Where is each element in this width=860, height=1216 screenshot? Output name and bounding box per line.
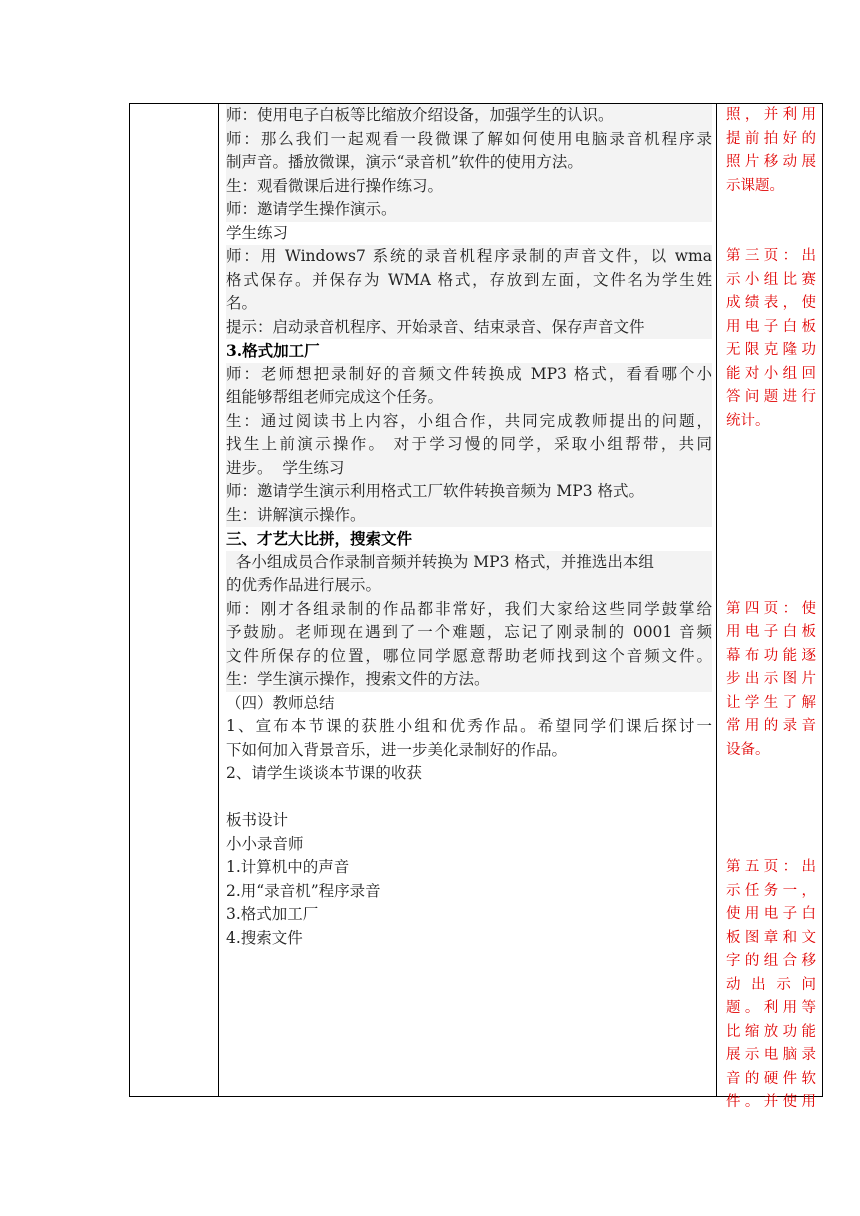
- note-line: 音的硬件软: [726, 1070, 816, 1087]
- main-line: 学生练习: [226, 223, 289, 242]
- note-line: 用电子白板: [726, 624, 816, 640]
- note-line: 字的组合移: [726, 953, 816, 969]
- main-line: 名。: [226, 292, 712, 316]
- note-line: 示课题。: [726, 177, 784, 194]
- note-line: 成绩表，使: [726, 295, 816, 311]
- main-line: 生：讲解演示操作。: [226, 504, 712, 528]
- note-line: 件。并使用: [726, 1094, 816, 1110]
- section-heading: 三、才艺大比拼，搜索文件: [226, 529, 413, 548]
- note-line: 板图章和文: [726, 929, 816, 946]
- note-line: 设备。: [726, 741, 770, 758]
- board-design-line: 小小录音师: [226, 834, 304, 853]
- note-line: 题。利用等: [726, 1000, 816, 1016]
- note-line: [726, 222, 816, 246]
- main-line: 找生上前演示操作。 对于学习慢的同学，采取小组帮带，共同: [226, 433, 712, 457]
- blank-line: [226, 786, 712, 810]
- note-line: [726, 574, 816, 598]
- note-line: [726, 457, 816, 481]
- note-line: 比缩放功能: [726, 1023, 816, 1040]
- note-line: 照片移动展: [726, 154, 816, 170]
- note-line: [726, 551, 816, 575]
- main-line: 进步。 学生练习: [226, 457, 712, 481]
- note-line: 答问题进行: [726, 389, 816, 405]
- note-line: 让学生了解: [726, 694, 816, 711]
- note-line: 无限克隆功: [726, 342, 816, 358]
- board-design-line: 2.用“录音机”程序录音: [226, 881, 381, 900]
- board-design-line: 1.计算机中的声音: [226, 858, 350, 876]
- main-line: 的优秀作品进行展示。: [226, 574, 712, 598]
- main-line: 师：用 Windows7 系统的录音机程序录制的声音文件，以 wma: [226, 245, 712, 269]
- note-line: 第三页：出: [726, 248, 816, 264]
- lesson-plan-table: [129, 103, 823, 1110]
- main-line: 各小组成员合作录制音频并转换为 MP3 格式，并推选出本组: [226, 551, 712, 575]
- whiteboard-notes-column: [726, 104, 816, 1115]
- note-line: 第五页：出: [726, 859, 816, 875]
- main-line: 予鼓励。老师现在遇到了一个难题，忘记了刚录制的 0001 音频: [226, 621, 712, 645]
- main-line: 制声音。播放微课，演示“录音机”软件的使用方法。: [226, 151, 712, 175]
- note-line: 能对小组回: [726, 365, 816, 382]
- note-line: 提前拍好的: [726, 130, 816, 147]
- main-line: 生：观看微课后进行操作练习。: [226, 175, 712, 199]
- note-line: 示任务一，: [726, 882, 816, 899]
- note-line: [726, 504, 816, 528]
- board-design-line: 3.格式加工厂: [226, 905, 319, 923]
- note-line: [726, 433, 816, 457]
- note-line: [726, 762, 816, 786]
- main-line: 格式保存。并保存为 WMA 格式，存放到左面，文件名为学生姓: [226, 269, 712, 293]
- main-line: 1、宣布本节课的获胜小组和优秀作品。希望同学们课后探讨一: [226, 717, 712, 735]
- main-line: 组能够帮组老师完成这个任务。: [226, 386, 712, 410]
- note-line: 照，并利用: [726, 107, 816, 123]
- main-line: 师：那么我们一起观看一段微课了解如何使用电脑录音机程序录: [226, 128, 712, 152]
- note-line: 示小组比赛: [726, 271, 816, 288]
- main-line: 师：老师想把录制好的音频文件转换成 MP3 格式，看看哪个小: [226, 363, 712, 387]
- note-line: 步出示图片: [726, 671, 816, 687]
- column-divider-2: [716, 104, 717, 1096]
- teaching-process-column: [226, 104, 712, 950]
- note-line: [726, 527, 816, 551]
- note-line: [726, 198, 816, 222]
- note-line: [726, 786, 816, 810]
- main-line: 师：邀请学生演示利用格式工厂软件转换音频为 MP3 格式。: [226, 480, 712, 504]
- note-line: 常用的录音: [726, 718, 816, 734]
- note-line: 动出示问: [726, 976, 816, 993]
- main-line: 文件所保存的位置，哪位同学愿意帮助老师找到这个音频文件。: [226, 645, 712, 669]
- main-line: 生：学生演示操作，搜索文件的方法。: [226, 668, 712, 692]
- board-design-heading: 板书设计: [226, 811, 289, 829]
- note-line: [726, 809, 816, 833]
- main-line: （四）教师总结: [226, 693, 335, 712]
- note-line: [726, 833, 816, 857]
- main-line: 生：通过阅读书上内容，小组合作，共同完成教师提出的问题，: [226, 410, 712, 434]
- note-line: 使用电子白: [726, 906, 816, 922]
- note-line: 统计。: [726, 412, 770, 429]
- main-line: 师：邀请学生操作演示。: [226, 198, 712, 222]
- note-line: [726, 480, 816, 504]
- note-line: 展示电脑录: [726, 1047, 816, 1063]
- main-line: 师：刚才各组录制的作品都非常好，我们大家给这些同学鼓掌给: [226, 598, 712, 622]
- main-line: 2、请学生谈谈本节课的收获: [226, 764, 422, 782]
- note-line: 用电子白板: [726, 318, 816, 335]
- board-design-line: 4.搜索文件: [226, 928, 303, 947]
- main-line: 师：使用电子白板等比缩放介绍设备，加强学生的认识。: [226, 104, 712, 128]
- column-divider-1: [218, 104, 219, 1096]
- section-heading: 3.格式加工厂: [226, 341, 320, 360]
- note-line: 幕布功能逐: [726, 647, 816, 664]
- main-line: 提示：启动录音机程序、开始录音、结束录音、保存声音文件: [226, 316, 712, 340]
- note-line: 第四页：使: [726, 600, 816, 617]
- main-line: 下如何加入背景音乐，进一步美化录制好的作品。: [226, 740, 568, 759]
